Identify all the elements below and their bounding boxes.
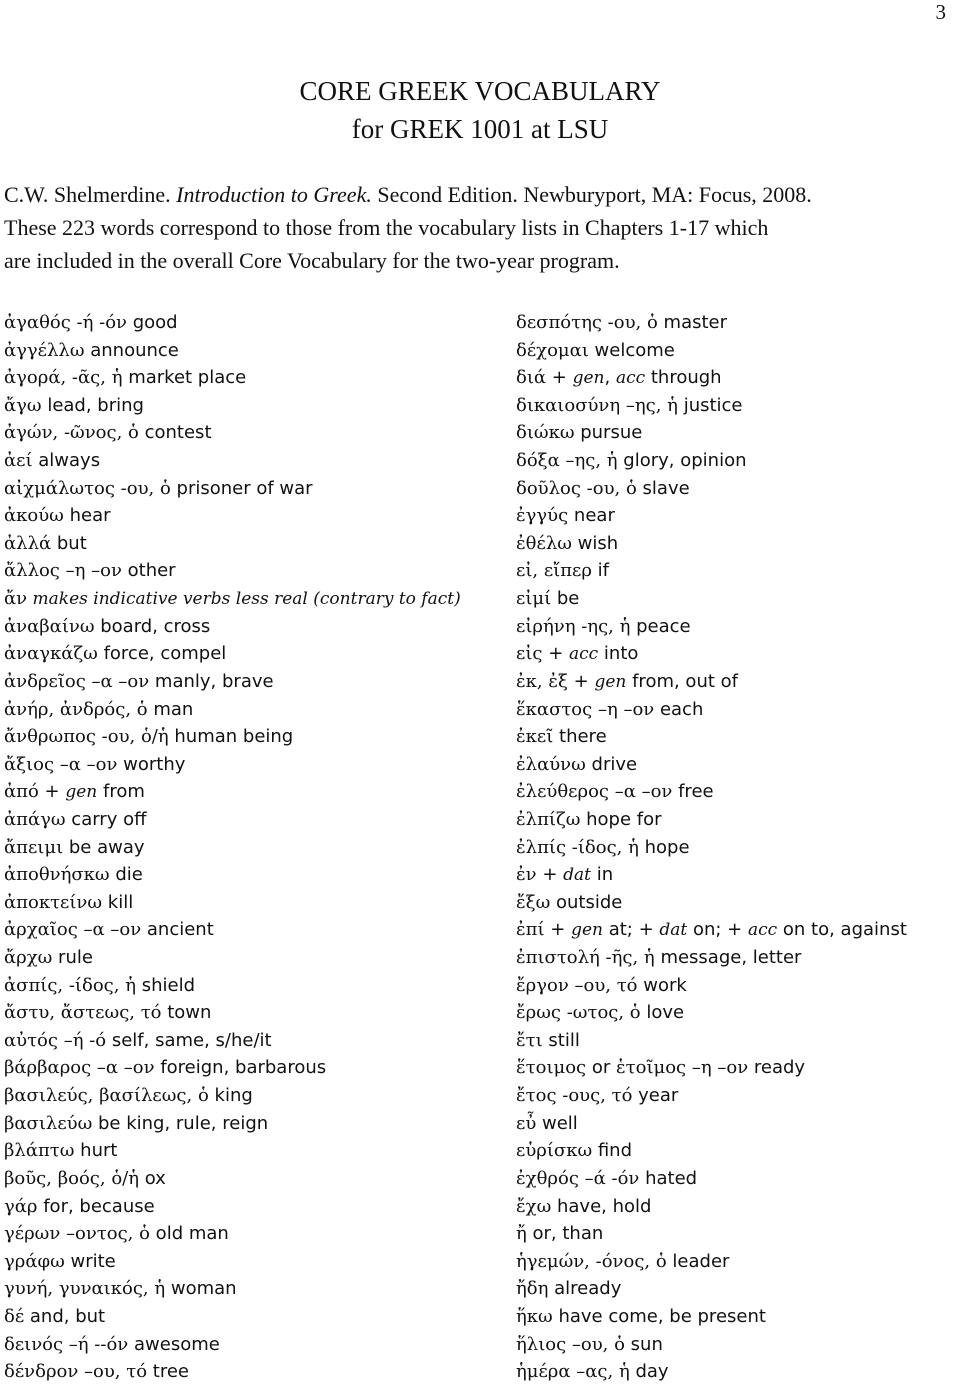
vocabulary-entry (516, 916, 956, 944)
greek-term: ἀρχαῖος –α –ον (4, 919, 142, 941)
greek-term: δόξα –ης, ἡ (516, 450, 618, 472)
greek-term: ἐθέλω (516, 532, 572, 554)
english-gloss: force, compel (97, 643, 227, 665)
english-gloss: + (544, 919, 572, 941)
grammar-note: acc (747, 920, 778, 941)
grammar-note: gen (572, 368, 605, 389)
grammar-note: acc (569, 644, 599, 665)
vocabulary-entry (4, 475, 484, 503)
greek-term: εἰ, εἴπερ (516, 560, 592, 582)
english-gloss: + (536, 864, 564, 886)
english-gloss: carry off (65, 808, 147, 830)
greek-term: ἐκ, ἐξ (516, 670, 568, 692)
vocabulary-entry (4, 972, 484, 1000)
vocabulary-entry (4, 309, 484, 337)
greek-term: ἤδη (516, 1278, 549, 1300)
english-gloss: kill (102, 891, 134, 913)
english-gloss: + (546, 367, 573, 389)
english-gloss: awesome (128, 1333, 220, 1355)
greek-term: ἐν (516, 864, 537, 886)
greek-term: ἔτος -ους, τό (516, 1085, 633, 1107)
english-gloss: there (553, 726, 607, 748)
greek-term: ἀναγκάζω (4, 643, 98, 665)
english-gloss: hated (639, 1167, 698, 1189)
citation-description-line: are included in the overall Core Vocabulary for the two-year program. (4, 248, 620, 273)
vocabulary-entry (4, 723, 484, 751)
english-gloss: ancient (141, 919, 214, 941)
english-gloss: glory, opinion (617, 450, 747, 472)
english-gloss: for, because (37, 1195, 155, 1217)
vocabulary-entry (4, 999, 484, 1027)
vocabulary-entry (4, 419, 484, 447)
vocabulary-entry (4, 1137, 484, 1165)
greek-term: ἡγεμών, -όνος, ὁ (516, 1250, 667, 1272)
english-gloss: love (640, 1002, 685, 1024)
english-gloss: still (542, 1029, 580, 1051)
greek-term: ἀνδρεῖος –α –ον (4, 670, 150, 692)
greek-term: δέχομαι (516, 339, 589, 361)
english-gloss: always (32, 450, 101, 472)
greek-term: ἐπιστολή -ῆς, ἡ (516, 947, 655, 969)
english-gloss: be (551, 588, 580, 610)
citation (4, 178, 954, 277)
greek-term: ἔτι (516, 1029, 543, 1051)
greek-term: ἐλπίς -ίδος, ἡ (516, 836, 639, 858)
greek-term: εἰμί (516, 588, 552, 610)
vocabulary-entry (516, 1248, 956, 1276)
english-gloss: board, cross (94, 615, 211, 637)
greek-term: ἀπάγω (4, 808, 66, 830)
vocabulary-entry (516, 778, 956, 806)
english-gloss: master (657, 312, 728, 333)
vocabulary-entry (516, 585, 956, 613)
grammar-note: dat (659, 920, 688, 941)
english-gloss: self, same, s/he/it (106, 1029, 272, 1051)
vocabulary-entry (4, 364, 484, 392)
english-gloss: other (121, 560, 176, 582)
greek-term: ἄν (4, 588, 28, 610)
vocabulary-entry (516, 337, 956, 365)
greek-term: αὐτός –ή -ό (4, 1029, 107, 1051)
vocabulary-entry (4, 751, 484, 779)
vocabulary-entry (4, 1248, 484, 1276)
greek-term: ἄξιος –α –ον (4, 753, 118, 775)
greek-term: δοῦλος -ου, ὁ (516, 477, 637, 499)
vocabulary-entry (516, 640, 956, 668)
vocabulary-entry (516, 723, 956, 751)
english-gloss: have, hold (551, 1195, 652, 1217)
english-gloss: good (127, 312, 178, 333)
english-gloss: hurt (74, 1140, 118, 1162)
vocabulary-entry (4, 1303, 484, 1331)
greek-term: βασιλεύω (4, 1112, 93, 1134)
greek-term: βασιλεύς, βασίλεως, ὁ (4, 1085, 209, 1107)
english-gloss: wish (571, 532, 619, 554)
english-gloss: or, than (526, 1223, 604, 1245)
english-gloss: outside (550, 891, 623, 913)
english-gloss: write (64, 1250, 116, 1272)
vocabulary-entry (516, 419, 956, 447)
vocabulary-entry (516, 1331, 956, 1359)
english-gloss: into (598, 643, 639, 665)
english-gloss: each (654, 698, 704, 720)
greek-term: ἐλεύθερος –α –ον (516, 781, 673, 803)
greek-term: ἀκούω (4, 505, 64, 527)
english-gloss: foreign, barbarous (154, 1057, 327, 1079)
vocabulary-entry (4, 640, 484, 668)
vocabulary-entry (516, 557, 956, 585)
english-gloss: manly, brave (149, 670, 274, 692)
vocabulary-entry (4, 585, 484, 613)
greek-term: ἕτοιμος (516, 1057, 587, 1079)
greek-term: δικαιοσύνη –ης, ἡ (516, 394, 678, 416)
citation-description-line: These 223 words correspond to those from the vocabulary lists in Chapters 1-17 which (4, 215, 769, 240)
vocabulary-entry (516, 944, 956, 972)
english-gloss: slave (636, 477, 690, 499)
greek-term: εὑρίσκω (516, 1140, 593, 1162)
english-gloss: work (637, 974, 687, 996)
greek-term: ἥκω (516, 1305, 553, 1327)
vocabulary-column-left (4, 309, 484, 1386)
vocabulary-entry (4, 1331, 484, 1359)
english-gloss: from, out of (626, 670, 738, 692)
citation-book-title: Introduction to Greek. (176, 182, 372, 207)
english-gloss: hear (63, 505, 111, 527)
english-gloss: + (542, 643, 569, 665)
greek-term: ἄστυ, ἄστεως, τό (4, 1002, 162, 1024)
vocabulary-entry (516, 696, 956, 724)
english-gloss: but (51, 532, 87, 554)
greek-term: ἡμέρα –ας, ἡ (516, 1361, 630, 1383)
vocabulary-entry (516, 392, 956, 420)
english-gloss: on; + (687, 919, 748, 941)
grammar-note: gen (65, 782, 98, 803)
vocabulary-entry (4, 1275, 484, 1303)
greek-term: εὖ (516, 1112, 537, 1134)
english-gloss: justice (677, 394, 743, 416)
vocabulary-entry (516, 806, 956, 834)
vocabulary-entry (516, 1303, 956, 1331)
greek-term: διώκω (516, 422, 575, 444)
greek-term: ἀγαθός -ή -όν (4, 312, 127, 333)
english-gloss: , (604, 367, 616, 389)
english-gloss: and, but (24, 1305, 106, 1327)
vocabulary-entry (4, 1193, 484, 1221)
greek-term: γράφω (4, 1250, 65, 1272)
vocabulary-entry (4, 1054, 484, 1082)
greek-term: ἤ (516, 1223, 527, 1245)
vocabulary-entry (516, 364, 956, 392)
english-gloss: ox (139, 1167, 166, 1189)
english-gloss: day (629, 1361, 669, 1383)
vocabulary-entry (4, 1165, 484, 1193)
vocabulary-column-right (516, 309, 956, 1386)
english-gloss: be away (63, 836, 145, 858)
english-gloss: worthy (117, 753, 186, 775)
vocabulary-entry (4, 1110, 484, 1138)
english-gloss: near (568, 505, 615, 527)
english-gloss: man (147, 698, 194, 720)
english-gloss: + (38, 781, 66, 803)
vocabulary-entry (4, 557, 484, 585)
vocabulary-entry (516, 999, 956, 1027)
greek-term: ἐχθρός –ά -όν (516, 1167, 640, 1189)
greek-term: ἀνήρ, ἀνδρός, ὁ (4, 698, 148, 720)
vocabulary-entry (516, 502, 956, 530)
greek-term: ἀγορά, -ᾶς, ἡ (4, 367, 123, 389)
english-gloss: at; + (602, 919, 660, 941)
english-gloss: year (632, 1085, 679, 1107)
vocabulary-entry (516, 1358, 956, 1386)
vocabulary-entry (4, 337, 484, 365)
vocabulary-entry (516, 1220, 956, 1248)
greek-term: ἐγγύς (516, 505, 569, 527)
greek-term: εἰρήνη -ης, ἡ (516, 615, 631, 637)
greek-term: ἀποκτείνω (4, 891, 103, 913)
english-gloss: have come, be present (552, 1305, 766, 1327)
greek-term: γέρων –οντος, ὁ (4, 1223, 150, 1245)
greek-term: ἀπό (4, 781, 39, 803)
english-gloss: ready (748, 1057, 806, 1079)
english-gloss: rule (52, 947, 93, 969)
greek-term: ἐλπίζω (516, 808, 581, 830)
greek-term: βάρβαρος –α –ον (4, 1057, 155, 1079)
greek-term: ἔξω (516, 891, 551, 913)
greek-term: δέ (4, 1305, 25, 1327)
citation-publication: Second Edition. Newburyport, MA: Focus, 2008. (377, 182, 812, 207)
vocabulary-entry (516, 1082, 956, 1110)
english-gloss: contest (138, 422, 212, 444)
greek-term: γυνή, γυναικός, ἡ (4, 1278, 166, 1300)
vocabulary-entry (516, 889, 956, 917)
greek-term: βλάπτω (4, 1140, 75, 1162)
vocabulary-entry (516, 751, 956, 779)
greek-term: ἥλιος –ου, ὁ (516, 1333, 625, 1355)
greek-term: δεινός –ή --όν (4, 1333, 129, 1355)
greek-term: βοῦς, βοός, ὁ/ἡ (4, 1167, 139, 1189)
english-gloss: well (536, 1112, 578, 1134)
english-gloss: market place (122, 367, 247, 389)
greek-term: ἔχω (516, 1195, 552, 1217)
vocabulary-entry (4, 834, 484, 862)
greek-term: ἔρως -ωτος, ὁ (516, 1002, 641, 1024)
vocabulary-entry (4, 668, 484, 696)
page-number: 3 (935, 0, 946, 24)
english-gloss: woman (165, 1278, 237, 1300)
vocabulary-entry (4, 1027, 484, 1055)
vocabulary-entry (4, 502, 484, 530)
english-gloss: peace (630, 615, 691, 637)
greek-term: ἄρχω (4, 947, 53, 969)
greek-term: ἄλλος –η –ον (4, 560, 122, 582)
english-gloss: in (591, 864, 614, 886)
grammar-note: makes indicative verbs less real (contrary to fact) (27, 589, 461, 610)
greek-term: δεσπότης -ου, ὁ (516, 312, 658, 333)
greek-term: ἄπειμι (4, 836, 64, 858)
greek-term: ἄγω (4, 394, 42, 416)
english-gloss: sun (624, 1333, 663, 1355)
english-gloss: hope (638, 836, 690, 858)
english-gloss: lead, bring (41, 394, 144, 416)
vocabulary-entry (516, 530, 956, 558)
english-gloss: king (208, 1085, 253, 1107)
grammar-note: gen (571, 920, 603, 941)
page-title: CORE GREEK VOCABULARY (299, 76, 661, 106)
vocabulary-entry (4, 778, 484, 806)
english-gloss: from (97, 781, 145, 803)
greek-term: ἀποθνήσκω (4, 864, 110, 886)
grammar-note: acc (615, 368, 646, 389)
vocabulary-entry (516, 861, 956, 889)
english-gloss: through (645, 367, 722, 389)
english-gloss: message, letter (654, 947, 802, 969)
greek-term: ἀναβαίνω (4, 615, 95, 637)
english-gloss: welcome (588, 339, 675, 361)
english-gloss: drive (585, 753, 638, 775)
english-gloss: human being (168, 726, 294, 748)
grammar-note: dat (563, 865, 591, 886)
greek-term: ἀεί (4, 450, 33, 472)
english-gloss: tree (147, 1361, 189, 1383)
greek-term: ἄνθρωπος -ου, ὁ/ἡ (4, 726, 169, 748)
greek-term: ἀσπίς, -ίδος, ἡ (4, 974, 136, 996)
greek-term: ἐκεῖ (516, 726, 554, 748)
vocabulary-entry (516, 309, 956, 337)
english-gloss: be king, rule, reign (92, 1112, 269, 1134)
vocabulary-entry (4, 613, 484, 641)
page-subtitle: for GREK 1001 at LSU (351, 114, 609, 144)
vocabulary-entry (4, 1220, 484, 1248)
english-gloss: + (567, 670, 595, 692)
greek-term: ἔργον –ου, τό (516, 974, 638, 996)
english-gloss: or (586, 1057, 616, 1079)
vocabulary-entry (4, 889, 484, 917)
vocabulary-entry (516, 834, 956, 862)
english-gloss: free (672, 781, 714, 803)
vocabulary-entry (4, 696, 484, 724)
greek-term: ἕκαστος –η –ον (516, 698, 655, 720)
grammar-note: gen (594, 671, 627, 692)
vocabulary-entry (516, 475, 956, 503)
english-gloss: die (109, 864, 143, 886)
vocabulary-entry (516, 1165, 956, 1193)
vocabulary-entry (516, 1110, 956, 1138)
vocabulary-entry (516, 613, 956, 641)
greek-term: εἰς (516, 643, 543, 665)
vocabulary-entry (516, 1027, 956, 1055)
vocabulary-entry (4, 916, 484, 944)
greek-term: γάρ (4, 1195, 38, 1217)
vocabulary-entry (516, 447, 956, 475)
vocabulary-entry (4, 861, 484, 889)
vocabulary-entry (4, 447, 484, 475)
greek-term: ἀγγέλλω (4, 339, 85, 361)
english-gloss: prisoner of war (170, 477, 313, 499)
greek-term: ἀγών, -ῶνος, ὁ (4, 422, 139, 444)
vocabulary-entry (4, 1358, 484, 1386)
english-gloss: on to, against (777, 919, 907, 941)
vocabulary-entry (4, 944, 484, 972)
vocabulary-entry (516, 1137, 956, 1165)
greek-term: ἐπί (516, 919, 545, 941)
english-gloss: town (161, 1002, 212, 1024)
english-gloss: announce (84, 339, 179, 361)
vocabulary-entry (4, 1082, 484, 1110)
vocabulary-entry (516, 1193, 956, 1221)
vocabulary-entry (4, 392, 484, 420)
citation-author: C.W. Shelmerdine. (4, 182, 171, 207)
english-gloss: if (591, 560, 610, 582)
english-gloss: shield (135, 974, 195, 996)
greek-term: αἰχμάλωτος -ου, ὁ (4, 477, 171, 499)
vocabulary-entry (516, 972, 956, 1000)
greek-term: διά (516, 367, 547, 389)
english-gloss: pursue (574, 422, 643, 444)
english-gloss: find (592, 1140, 633, 1162)
greek-term: ἑτοῖμος –η –ον (616, 1057, 749, 1079)
english-gloss: already (548, 1278, 622, 1300)
english-gloss: hope for (580, 808, 662, 830)
greek-term: ἀλλά (4, 532, 52, 554)
english-gloss: old man (149, 1223, 229, 1245)
vocabulary-entry (516, 1275, 956, 1303)
vocabulary-entry (4, 530, 484, 558)
vocabulary-entry (4, 806, 484, 834)
greek-term: ἐλαύνω (516, 753, 586, 775)
vocabulary-entry (516, 668, 956, 696)
vocabulary-entry (516, 1054, 956, 1082)
greek-term: δένδρον –ου, τό (4, 1361, 148, 1383)
english-gloss: leader (666, 1250, 730, 1272)
